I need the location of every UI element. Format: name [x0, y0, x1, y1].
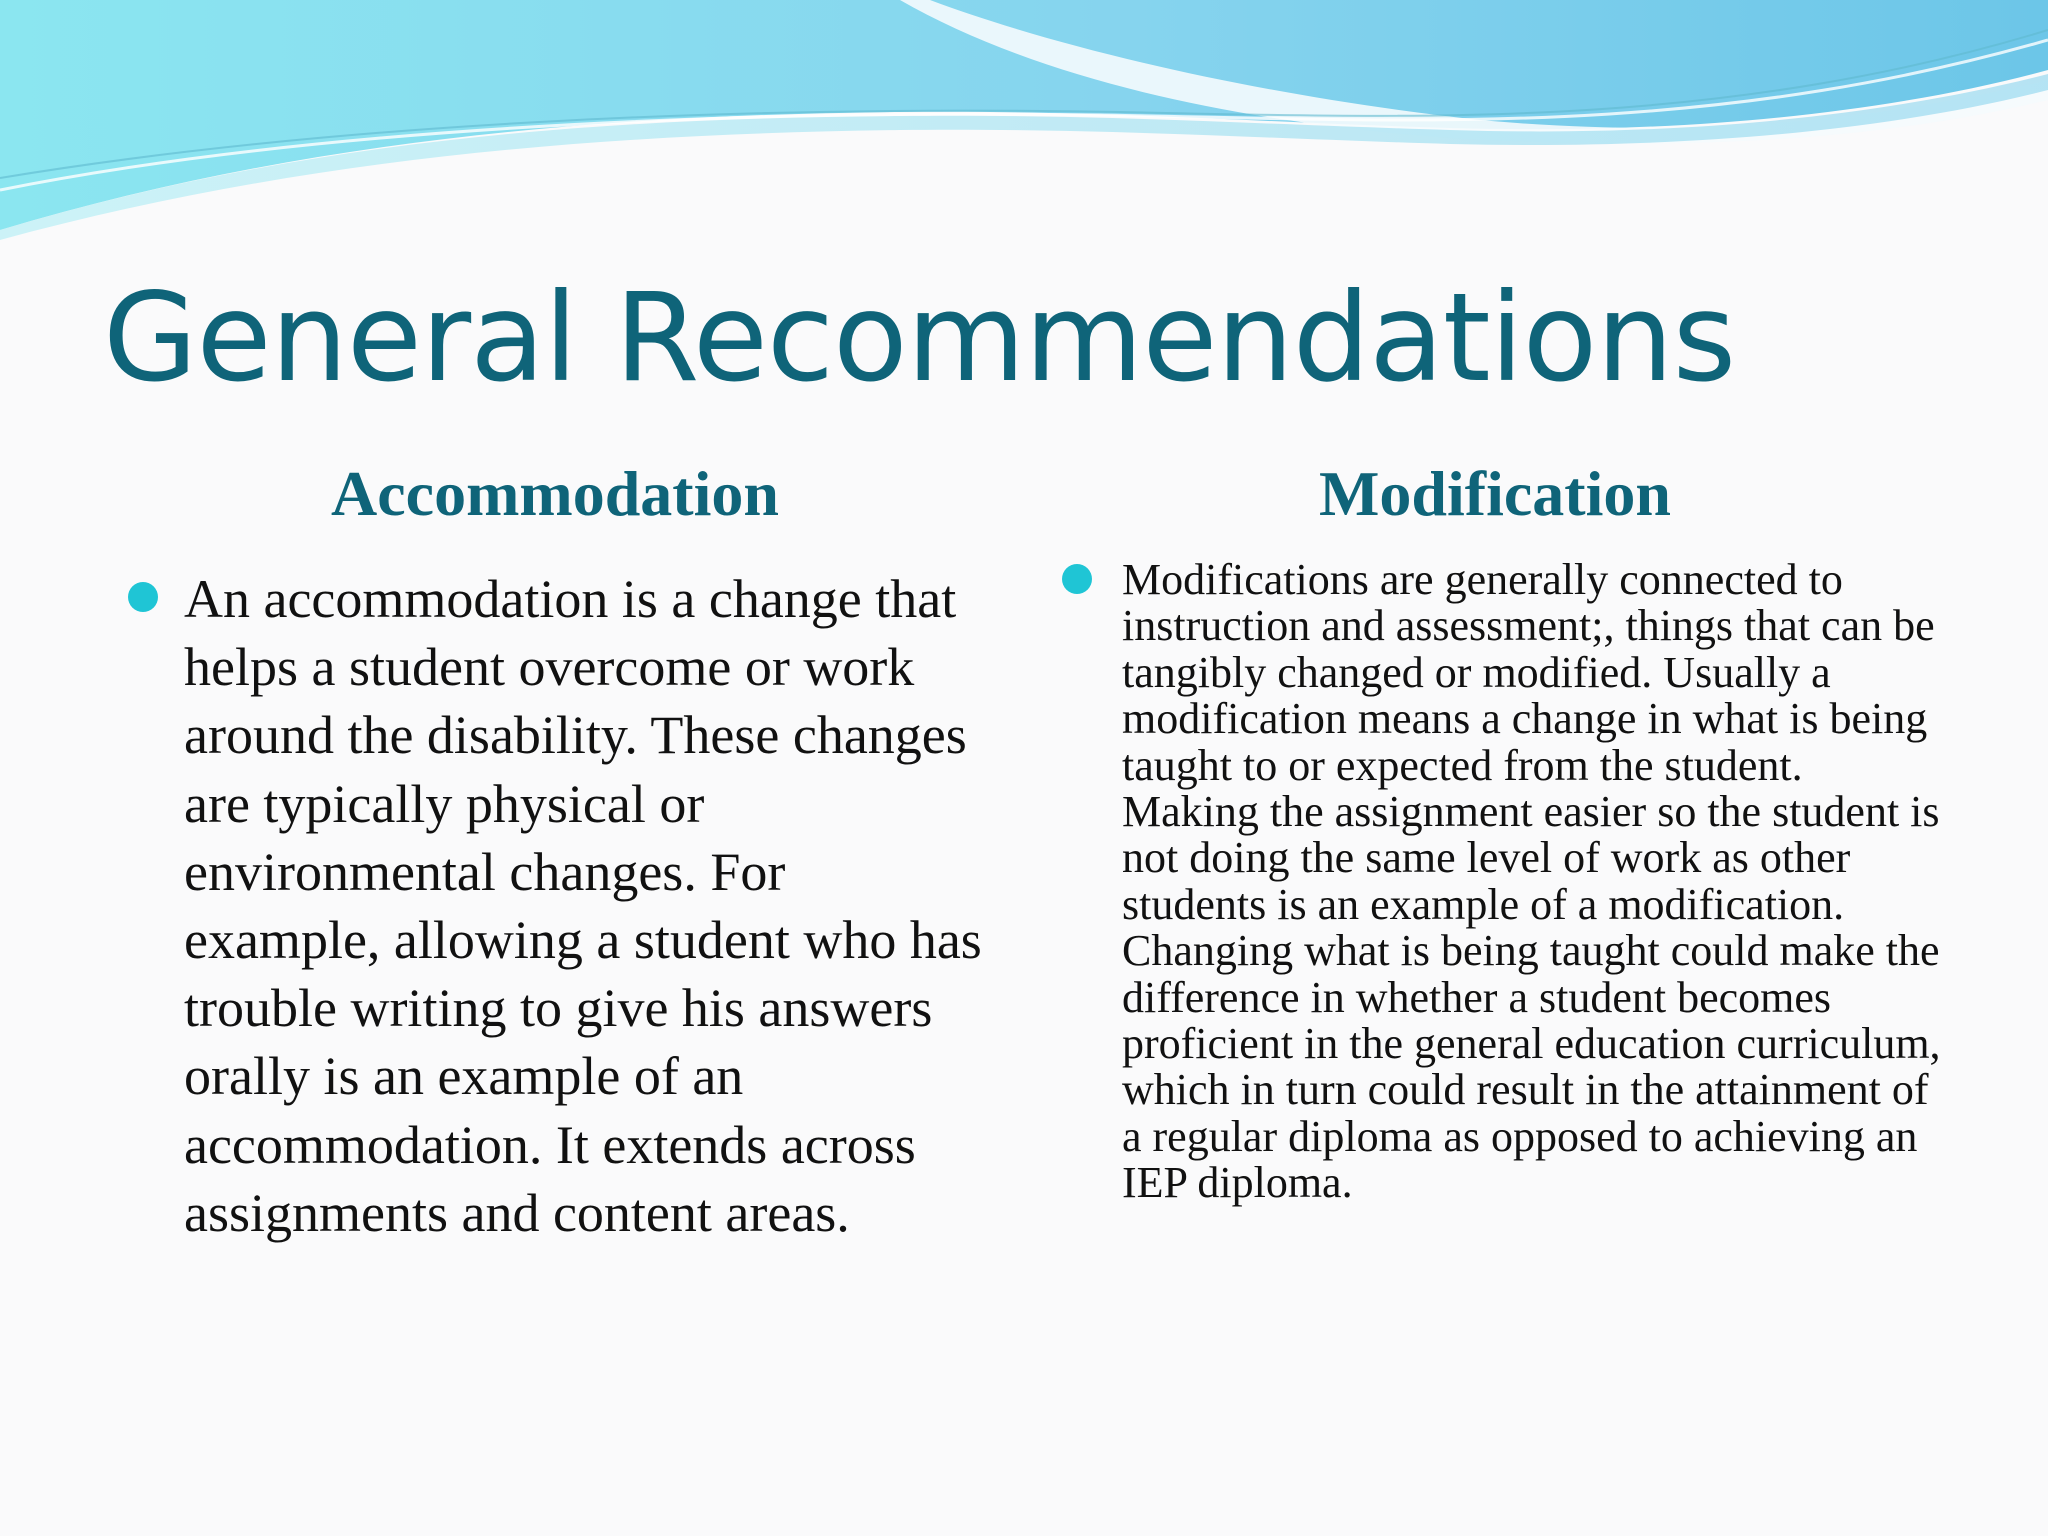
bullet-dot-icon [128, 582, 158, 612]
accommodation-bullet-text: An accommodation is a change that helps a student overcome or work around the disability. These changes are typically physical or environmental changes. For example, allowing a student who has trouble writing to give his answers orally is an example of an accommodation. It extends across assignments and content areas. [184, 569, 982, 1243]
accommodation-heading: Accommodation [331, 458, 779, 529]
decorative-wave-header [0, 0, 2048, 240]
modification-heading: Modification [1319, 458, 1671, 529]
slide-title: General Recommendations [103, 267, 1736, 409]
bullet-dot-icon [1062, 564, 1092, 594]
modification-bullet-text: Modifications are generally connected to instruction and assessment;, things that can be tangibly changed or modified. Usually a modification means a change in what is being taught to or expected from the student. Making the assignment easier so the student is not doing the same level of work as other students is an example of a modification. Changing what is being taught could make the difference in whether a student becomes proficient in the general education curriculum, which in turn could result in the attainment of a regular diploma as opposed to achieving an IEP diploma. [1122, 555, 1941, 1208]
